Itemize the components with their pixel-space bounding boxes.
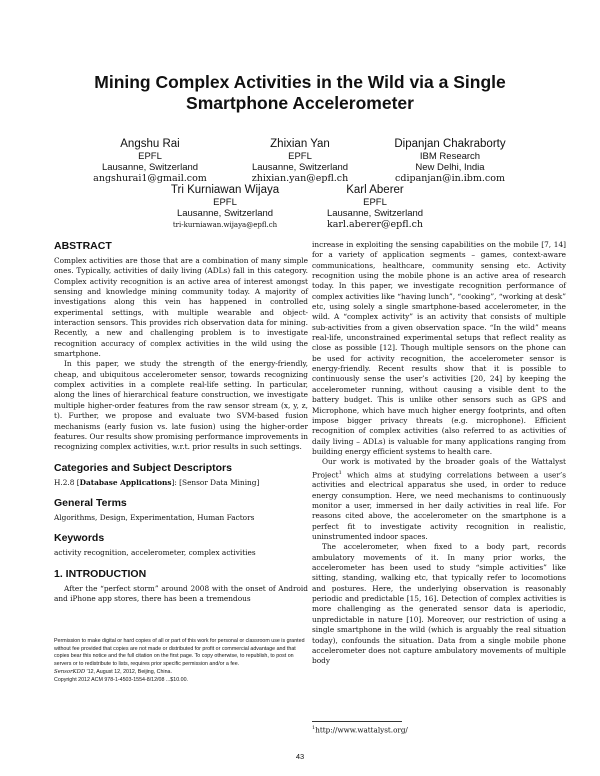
author-block: [150, 183, 300, 231]
permission-text: Permission to make digital or hard copies of all or part of this work for personal or classroom use is granted without fee provided that copies are not made or distributed for profit or commercial advantage and that copies bear this notice and the full citation on the first page. To copy otherwise, to republish, to post on servers or to redistribute to lists, requires prior specific permission and/or a fee.: [54, 638, 305, 668]
author-affiliation: EPFL: [288, 151, 312, 162]
title-line-2: Smartphone Accelerometer: [186, 93, 414, 113]
left-column: [54, 240, 308, 604]
author-affiliation: IBM Research: [419, 151, 481, 162]
footnote-rule: [312, 721, 402, 722]
author-name: Zhixian Yan: [270, 138, 330, 150]
categories-text: H.2.8 [Database Applications]: [Sensor Data Mining]: [54, 477, 260, 487]
introduction-paragraph: After the “perfect storm” around 2008 with the onset of Android and iPhone app stores, there has been a tremendous: [54, 583, 308, 603]
author-email: karl.aberer@epfl.ch: [326, 219, 424, 230]
author-location: Lausanne, Switzerland: [251, 162, 349, 173]
title-line-1: Mining Complex Activities in the Wild via a Single: [94, 72, 506, 92]
copyright-line: Copyright 2012 ACM 978-1-4503-1554-8/12/08 ...$10.00.: [54, 676, 188, 683]
body-paragraph: increase in exploiting the sensing capabilities on the mobile [7, 14] for a variety of application segments – games, context-aware communications, healthcare, community sensing etc. Activity recognition using the mobile phone is an active area of research today. In this paper, we investigate recognition performance of complex activities like “having lunch”, “cooking”, “working at desk” etc, using solely a single smartphone-based accelerometer, in the wild. A “complex activity” is an activity that consists of multiple sub-activities from a given observation space. “In the wild” means real-life, unconstrained experimental setups that reflect reality as close as possible [12]. Though multiple sensors on the phone can be used for activity recognition, the accelerometer sensor is energy-friendly. Recent results show that it is possible to continuously sense the user’s activities [20, 24] by keeping the accelerometer running, without causing a visible dent to the battery budget. This is unlike other sensors such as GPS and Microphone, which have much higher energy footprints, and often impose bigger privacy threats (e.g. microphone). Efficient recognition of complex activities (also referred to as activities of daily living – ADLs) is valuable for many applications ranging from building energy efficient systems to health care.: [312, 240, 567, 456]
author-affiliation: EPFL: [138, 151, 162, 162]
body-paragraph: The accelerometer, when fixed to a body part, records ambulatory movements of it. In many prior works, the accelerometer has been used to study “simple activities” like sitting, standing, walking etc, that typically refer to locomotions and postures. Here, the underlying observation is reasonably periodic and predictable [15, 16]. Detection of complex activities is more challenging as the generated sensor data is aperiodic, unpredictable in nature [10]. Moreover, our restriction of using a single smartphone in the wild (which is arguably the real situation today), confounds the situation. Data from a single mobile phone accelerometer does not capture ambulatory movements of multiple body: [312, 542, 566, 666]
author-affiliation: EPFL: [213, 197, 237, 208]
keywords-heading: Keywords: [54, 532, 105, 545]
author-location: Lausanne, Switzerland: [101, 162, 199, 173]
introduction-heading: 1. INTRODUCTION: [54, 567, 147, 580]
author-name: Tri Kurniawan Wijaya: [170, 184, 280, 196]
page-number: 43: [295, 752, 305, 761]
keywords-text: activity recognition, accelerometer, complex activities: [54, 548, 256, 558]
author-name: Karl Aberer: [346, 184, 404, 196]
author-location: Lausanne, Switzerland: [176, 208, 274, 219]
paper-title: [0, 72, 600, 114]
author-name: Dipanjan Chakraborty: [394, 138, 506, 150]
footnote-link[interactable]: http://www.wattalyst.org/: [315, 725, 408, 735]
author-name: Angshu Rai: [120, 138, 180, 150]
abstract-heading: ABSTRACT: [54, 240, 112, 252]
author-email: angshurai1@gmail.com: [93, 173, 207, 184]
abstract-paragraph: In this paper, we study the strength of the energy-friendly, cheap, and ubiquitous accelerometer sensor, towards recognizing complex activities in a complete real-life setting. In particular, along the lines of hierarchical feature construction, we investigate multiple higher-order features from the raw sensor stream (x, y, z, t). Further, we propose and evaluate two SVM-based fusion mechanisms (early fusion vs. late fusion) using the higher-order features. Our results show promising performance improvements in recognizing complex activities, w.r.t. prior results in such settings.: [54, 359, 308, 452]
right-column: [312, 240, 566, 667]
author-block: [75, 137, 225, 185]
body-paragraph: Our work is motivated by the broader goals of the Wattalyst Project$^1$ which aims at studying correlations between a user’s activities and electrical apparatus she used, in order to reduce energy consumption. Here, we need mechanisms to continuously monitor a user, immersed in her daily activities in real life. For reasons cited above, the accelerometer on the smartphone is a perfect fit to investigate activity recognition in realistic, uninstrumented indoor spaces.: [312, 457, 566, 542]
footnote: $^1$http://www.wattalyst.org/: [312, 725, 408, 735]
general-terms-text: Algorithms, Design, Experimentation, Human Factors: [54, 512, 255, 522]
author-location: New Delhi, India: [415, 162, 485, 173]
author-email: cdipanjan@in.ibm.com: [395, 173, 505, 184]
author-block: [225, 137, 375, 185]
general-terms-heading: General Terms: [54, 496, 127, 509]
abstract-paragraph: Complex activities are those that are a combination of many simple ones. Typically, activities of daily living (ADLs) fall in this category. Complex activity recognition is an active area of interest amongst sensing and knowledge mining community today. A majority of investigations along this vein has happened in controlled experimental settings, with multiple wearable and object-interaction sensors. This provides rich observation data for mining. Recently, a new and challenging problem is to investigate recognition accuracy of complex activities in the wild using the smartphone.: [54, 256, 308, 359]
venue-line: SensorKDD ’12, August 12, 2012, Beijing, China.: [54, 668, 172, 675]
categories-heading: Categories and Subject Descriptors: [54, 461, 232, 474]
author-email: tri-kurniawan.wijaya@epfl.ch: [172, 221, 278, 229]
author-email: zhixian.yan@epfl.ch: [251, 173, 349, 184]
permission-notice: [54, 638, 308, 684]
author-location: Lausanne, Switzerland: [326, 208, 424, 219]
author-block: [370, 137, 530, 185]
author-affiliation: EPFL: [363, 197, 387, 208]
author-block: [300, 183, 450, 231]
